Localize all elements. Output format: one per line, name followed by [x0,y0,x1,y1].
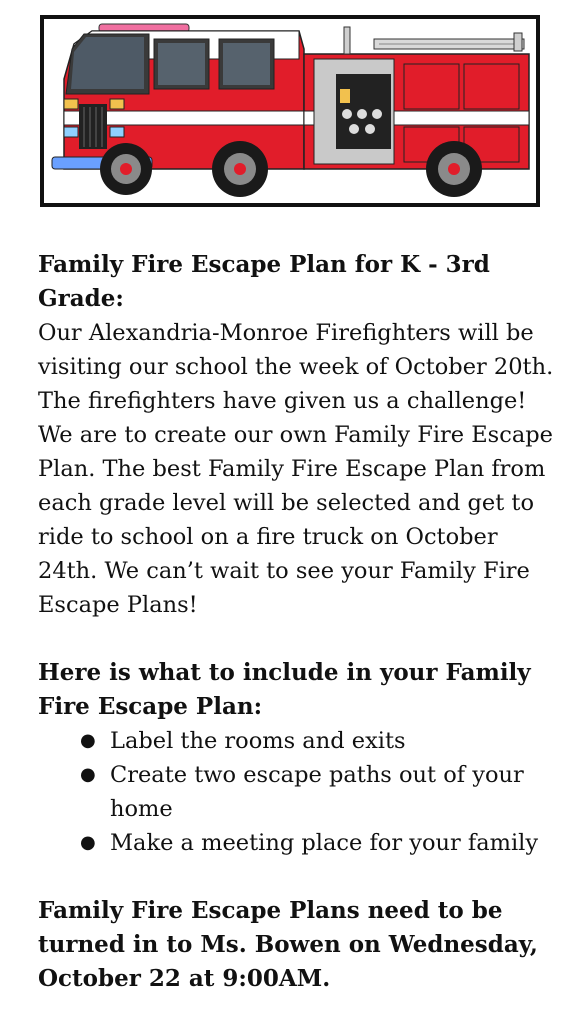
truck-cab [52,24,304,169]
bullet-icon: ● [80,832,96,853]
list-item: ● Create two escape paths out of your home [78,758,558,826]
fire-truck-illustration [44,19,536,203]
include-heading: Here is what to include in your Family Fire Escape Plan: [38,659,531,720]
list-item: ● Label the rooms and exits [78,724,558,758]
list-item: ● Make a meeting place for your family [78,826,558,860]
intro-paragraph: Our Alexandria-Monroe Firefighters will be visiting our school the week of October 20th. The firefighters have given us a challenge! We are to create our own Family Fire Escape Plan. The best Family Fire Escape Plan from each grade level will be selected and get to ride to school on a fire truck on October 24th. We can’t wait to see your Family Fire Escape Plans! [38,320,554,618]
bullet-icon: ● [80,730,96,751]
flyer-heading: Family Fire Escape Plan for K - 3rd Grade: [38,251,490,312]
ladder [374,33,524,51]
bullet-icon: ● [80,764,96,785]
flyer-content [38,248,558,996]
include-list [38,724,558,860]
deadline-notice: Family Fire Escape Plans need to be turned in to Ms. Bowen on Wednesday, October 22 at 9:00AM. [38,897,538,992]
fire-truck-image-frame [40,15,540,207]
